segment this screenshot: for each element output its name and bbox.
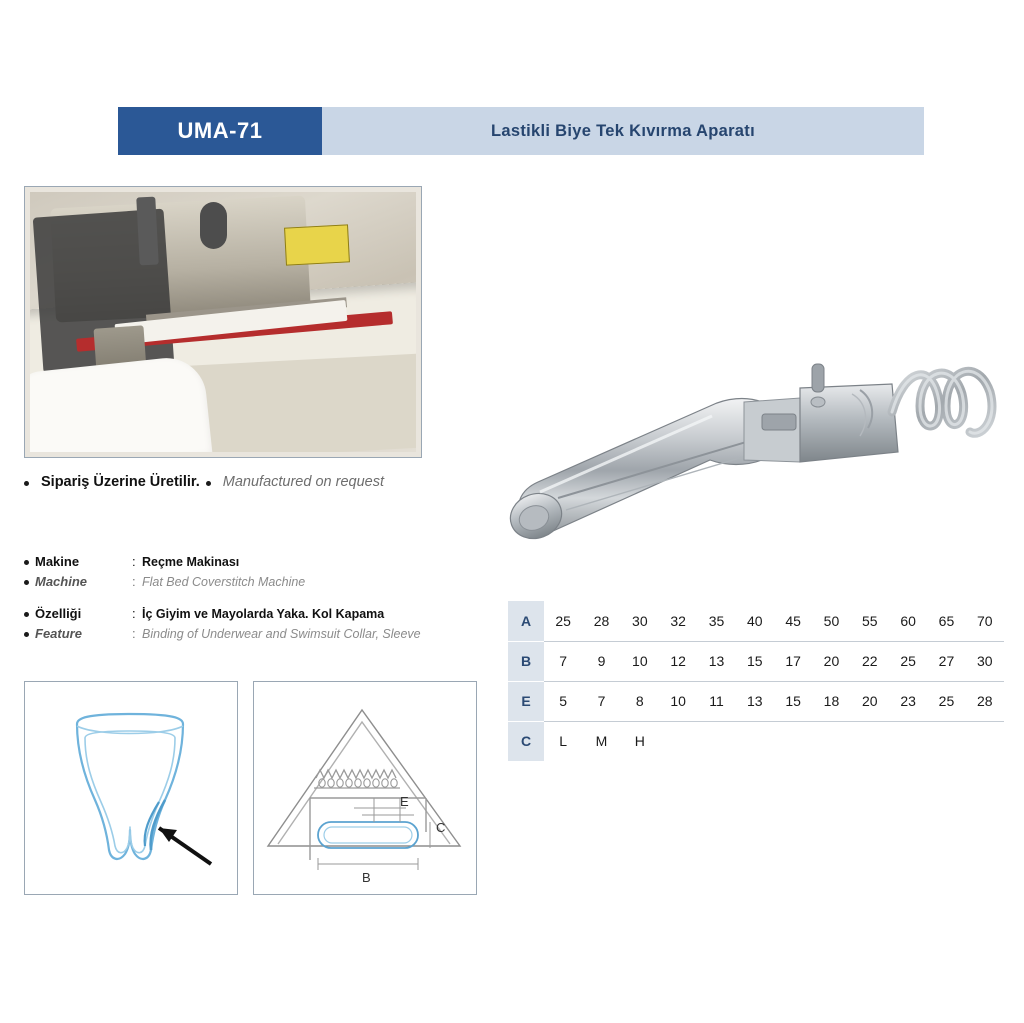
- cell-e-4: 11: [697, 681, 735, 721]
- underwear-diagram: [25, 682, 235, 892]
- product-code-label: UMA-71: [177, 118, 263, 143]
- cell-a-0: 25: [544, 601, 582, 641]
- cell-a-1: 28: [582, 601, 620, 641]
- cell-e-2: 8: [621, 681, 659, 721]
- specification-list: [24, 552, 476, 644]
- spec-key-feature-en: [24, 624, 132, 644]
- cell-a-9: 60: [889, 601, 927, 641]
- spec-key-feature-en-text: Feature: [35, 626, 82, 641]
- cell-c-2: H: [634, 733, 645, 750]
- cell-e-6: 15: [774, 681, 812, 721]
- size-row-label-e: E: [508, 681, 544, 721]
- cell-a-10: 65: [927, 601, 965, 641]
- thread-spindle-shape: [136, 197, 159, 266]
- cell-b-7: 20: [812, 641, 850, 681]
- bullet-icon: [24, 632, 29, 637]
- binder-attachment-illustration: [500, 340, 1020, 570]
- spec-value-machine-en: Flat Bed Coverstitch Machine: [142, 575, 306, 589]
- size-table: [508, 601, 1004, 761]
- cell-a-7: 50: [812, 601, 850, 641]
- cell-a-2: 30: [621, 601, 659, 641]
- product-header: [118, 107, 924, 155]
- spec-key-machine-en-text: Machine: [35, 574, 88, 589]
- cell-a-4: 35: [697, 601, 735, 641]
- spec-key-feature-tr: [24, 604, 132, 624]
- binding-cross-section-diagram: [254, 682, 474, 892]
- thread-spool-shape: [200, 202, 227, 249]
- request-note-en: Manufactured on request: [222, 474, 384, 490]
- spec-colon: :: [132, 554, 136, 569]
- table-row: [508, 601, 1004, 641]
- pointer-arrow: [159, 828, 211, 864]
- cell-e-3: 10: [659, 681, 697, 721]
- table-row: [508, 641, 1004, 681]
- machine-photo-panel: [24, 186, 422, 458]
- cell-b-0: 7: [544, 641, 582, 681]
- underwear-diagram-panel: [24, 681, 238, 895]
- request-note-tr: Sipariş Üzerine Üretilir.: [41, 474, 200, 490]
- spec-colon: :: [132, 626, 136, 641]
- diagram-label-b: B: [362, 870, 371, 885]
- cell-c-9: [889, 721, 927, 761]
- cell-c-0: L: [559, 733, 568, 750]
- spec-row-feature-tr: [24, 604, 476, 624]
- cell-a-3: 32: [659, 601, 697, 641]
- cell-a-11: 70: [966, 601, 1004, 641]
- cell-a-6: 45: [774, 601, 812, 641]
- cell-c-1: M: [595, 733, 608, 750]
- diagram-label-c: C: [436, 820, 446, 835]
- table-row: [508, 721, 1004, 761]
- product-code-badge: [118, 107, 322, 155]
- cell-e-11: 28: [966, 681, 1004, 721]
- cell-e-5: 13: [736, 681, 774, 721]
- product-title-banner: [322, 107, 924, 155]
- cell-e-1: 7: [582, 681, 620, 721]
- spec-key-feature-tr-text: Özelliği: [35, 606, 82, 621]
- cell-b-10: 27: [927, 641, 965, 681]
- cell-c-5: [736, 721, 774, 761]
- cell-e-8: 20: [851, 681, 889, 721]
- machine-photo-image: [30, 192, 416, 452]
- spec-key-machine-en: [24, 572, 132, 592]
- product-title-label: Lastikli Biye Tek Kıvırma Aparatı: [491, 121, 755, 140]
- cell-c-4: [697, 721, 735, 761]
- cell-b-9: 25: [889, 641, 927, 681]
- cell-b-6: 17: [774, 641, 812, 681]
- spec-spacer: [24, 592, 476, 604]
- attachment-product-image: [500, 340, 1020, 570]
- cell-e-9: 23: [889, 681, 927, 721]
- size-row-label-b: B: [508, 641, 544, 681]
- cell-c-7: [812, 721, 850, 761]
- spec-row-machine-tr: [24, 552, 476, 572]
- cell-b-1: 9: [582, 641, 620, 681]
- spec-row-feature-en: [24, 624, 476, 644]
- spec-value-machine-tr: Reçme Makinası: [142, 555, 240, 569]
- manufactured-on-request-note: [24, 474, 454, 490]
- cell-c-6: [774, 721, 812, 761]
- cell-e-10: 25: [927, 681, 965, 721]
- bullet-icon: [24, 580, 29, 585]
- cell-b-2: 10: [621, 641, 659, 681]
- cell-b-8: 22: [851, 641, 889, 681]
- fabric-shape: [30, 354, 212, 452]
- spec-colon: :: [132, 606, 136, 621]
- binding-cross-section-panel: [253, 681, 477, 895]
- size-row-label-c: C: [508, 721, 544, 761]
- cell-b-5: 15: [736, 641, 774, 681]
- spec-key-machine-tr-text: Makine: [35, 554, 80, 569]
- spec-colon: :: [132, 574, 136, 589]
- size-table-body: [508, 601, 1004, 761]
- cell-a-8: 55: [851, 601, 889, 641]
- cell-c-11: [966, 721, 1004, 761]
- cell-e-0: 5: [544, 681, 582, 721]
- cell-b-3: 12: [659, 641, 697, 681]
- table-row: [508, 681, 1004, 721]
- warning-label-shape: [284, 224, 350, 266]
- cell-b-4: 13: [697, 641, 735, 681]
- size-row-label-a: A: [508, 601, 544, 641]
- cell-c-3: [659, 721, 697, 761]
- cell-e-7: 18: [812, 681, 850, 721]
- bullet-icon: [206, 481, 211, 486]
- bullet-icon: [24, 612, 29, 617]
- cell-c-8: [851, 721, 889, 761]
- spec-value-feature-en: Binding of Underwear and Swimsuit Collar, Sleeve: [142, 627, 421, 641]
- spec-value-feature-tr: İç Giyim ve Mayolarda Yaka. Kol Kapama: [142, 607, 385, 621]
- bullet-icon: [24, 481, 29, 486]
- spec-key-machine-tr: [24, 552, 132, 572]
- cell-a-5: 40: [736, 601, 774, 641]
- bullet-icon: [24, 560, 29, 565]
- cell-c-10: [927, 721, 965, 761]
- spec-row-machine-en: [24, 572, 476, 592]
- diagram-label-e: E: [400, 794, 409, 809]
- cell-b-11: 30: [966, 641, 1004, 681]
